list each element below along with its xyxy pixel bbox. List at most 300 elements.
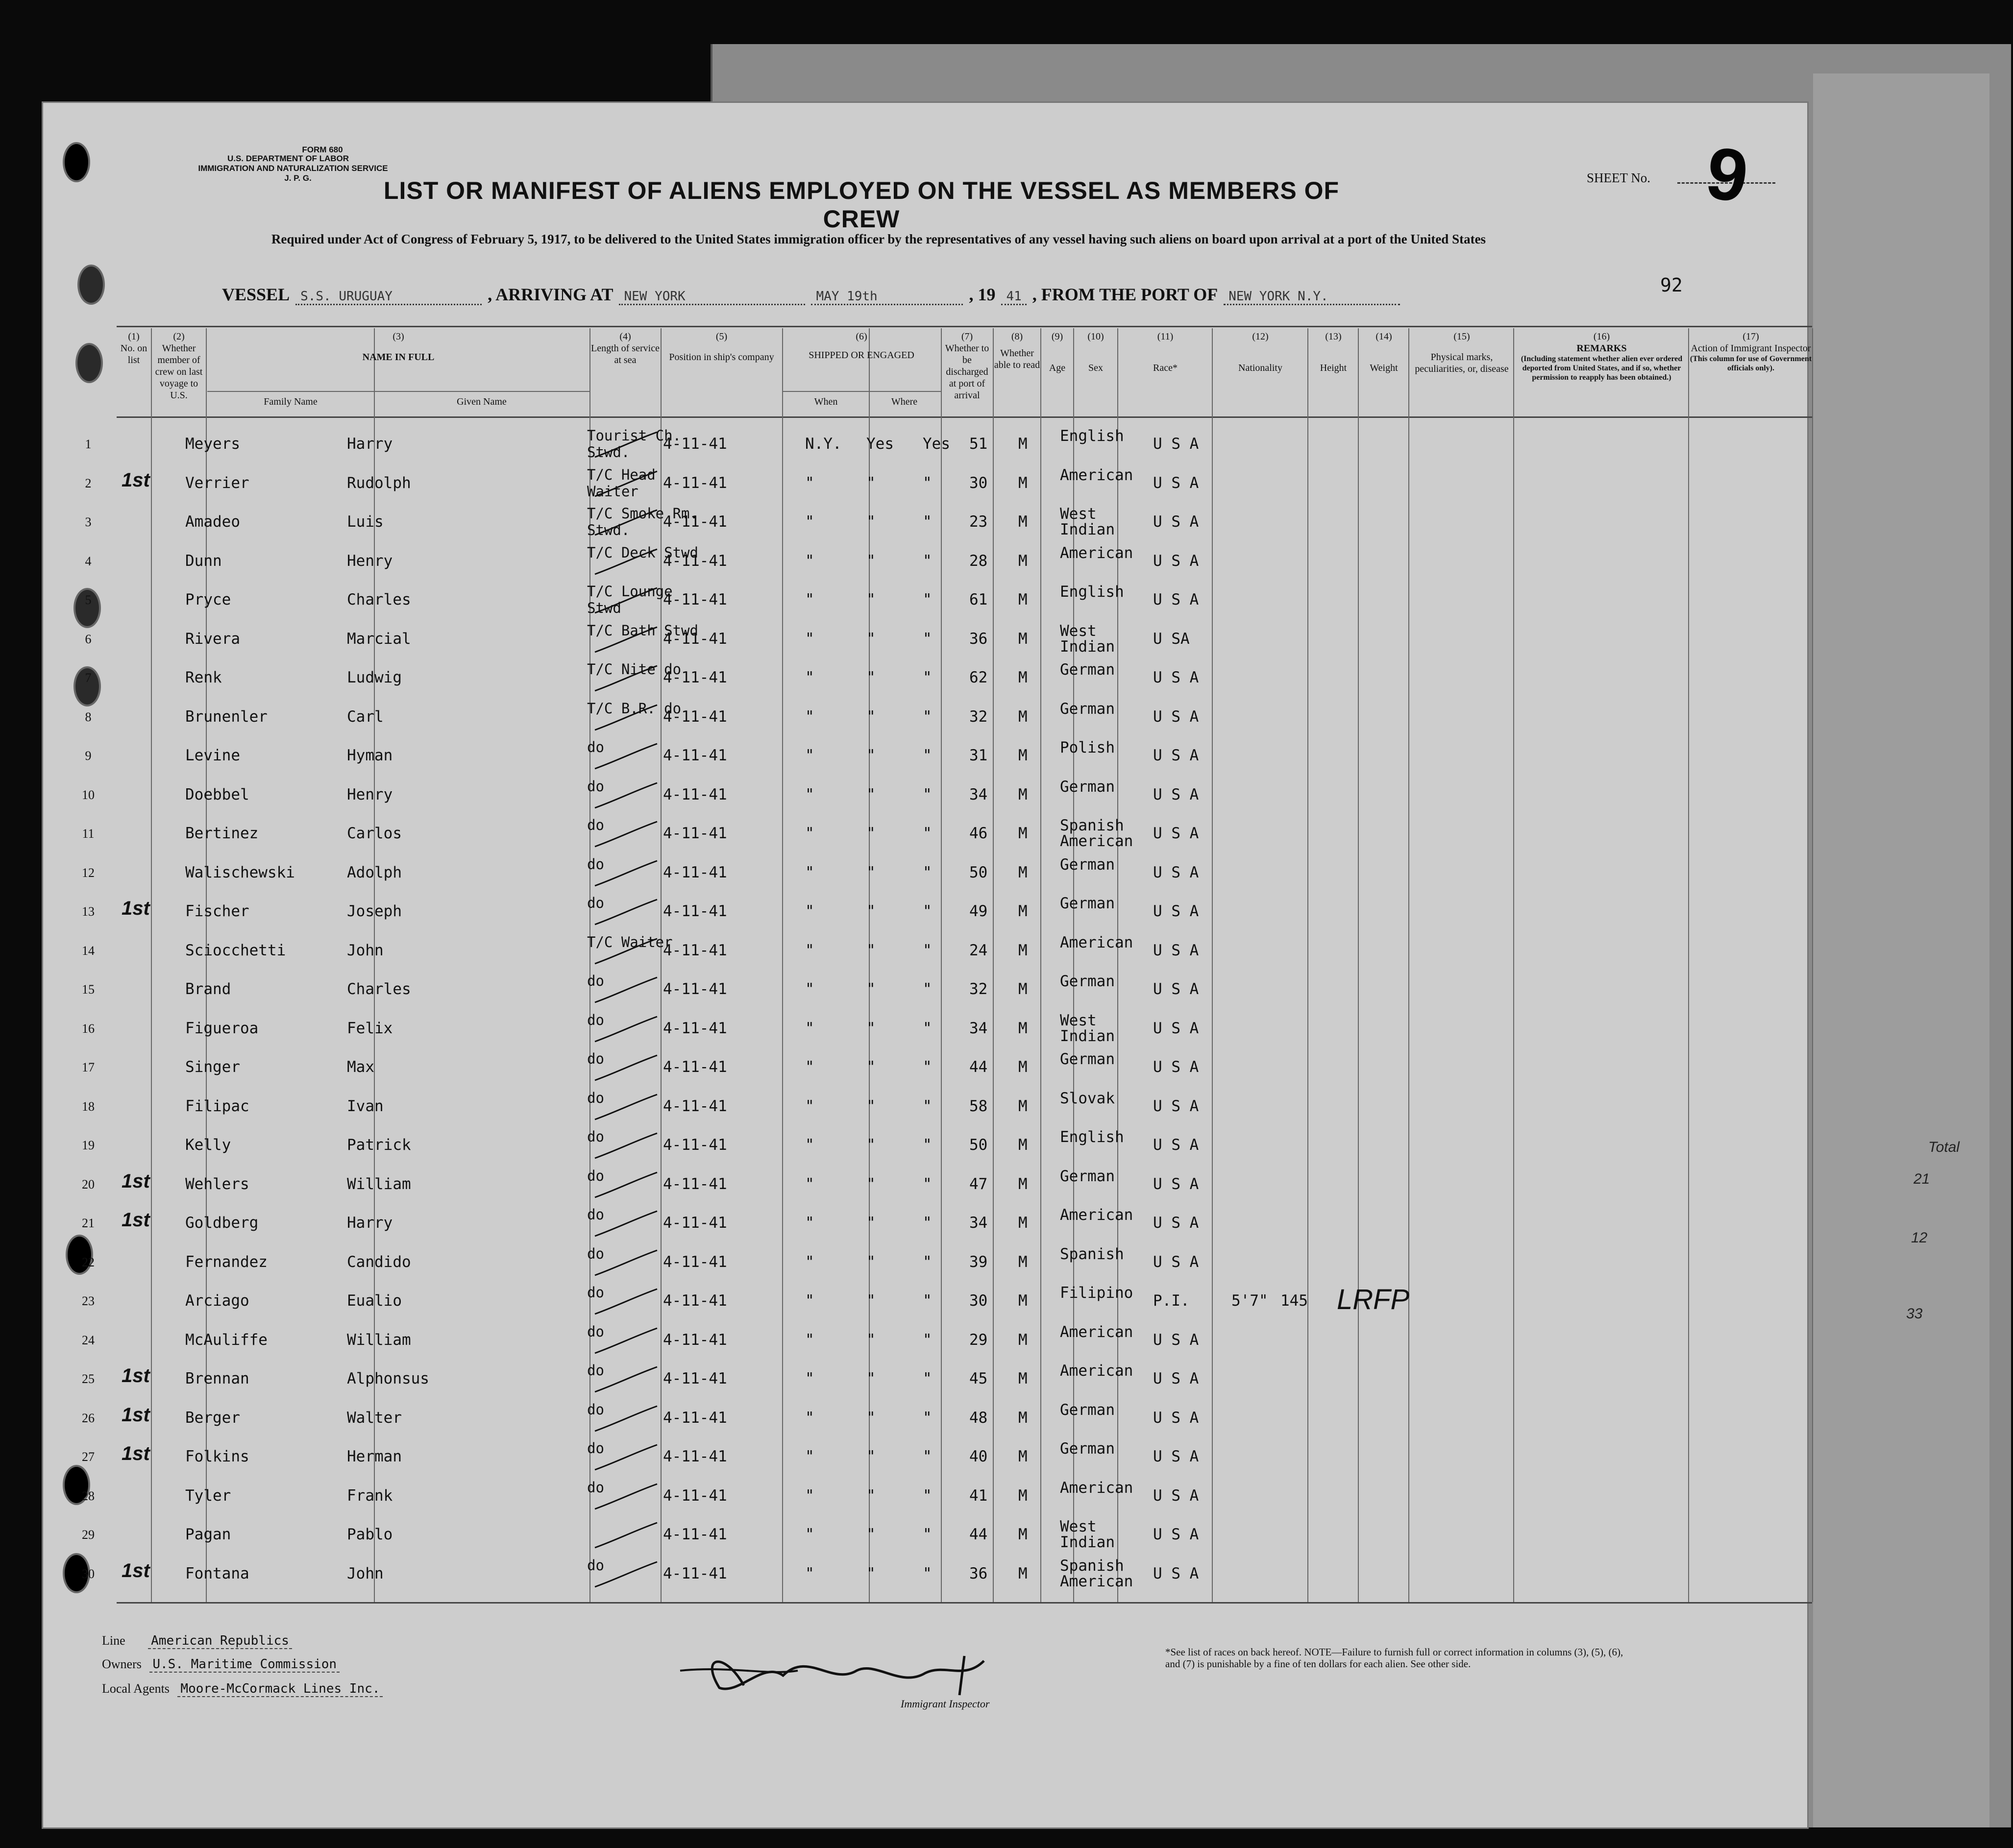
family-name: Figueroa: [185, 1019, 259, 1037]
agents-value: Moore-McCormack Lines Inc.: [177, 1681, 383, 1697]
footer-line: [102, 1633, 292, 1648]
owners-label: Owners: [102, 1657, 142, 1671]
manifest-sheet: [43, 103, 1812, 1827]
able-to-read: ": [923, 1292, 932, 1310]
nationality: U S A: [1153, 669, 1199, 686]
given-name: Adolph: [347, 863, 402, 881]
race: Polish: [1060, 739, 1115, 756]
punch-hole: [75, 343, 103, 383]
sex: M: [1018, 1370, 1028, 1387]
family-name: Brennan: [185, 1370, 249, 1387]
race: American: [1060, 544, 1133, 562]
shipped-where: ": [805, 1486, 814, 1505]
family-name: Bertinez: [185, 825, 259, 842]
shipped-when: 4-11-41: [663, 1370, 727, 1387]
form-initials: J. P. G.: [284, 173, 312, 183]
race: German: [1060, 1440, 1115, 1458]
discharged: ": [866, 474, 876, 492]
subheader-rule: [782, 391, 941, 392]
shipped-where: N.Y.: [805, 435, 842, 453]
family-name: Folkins: [185, 1448, 249, 1465]
shipped-where: ": [805, 1370, 814, 1387]
shipped-when: 4-11-41: [663, 552, 727, 570]
nationality: U S A: [1153, 552, 1199, 570]
race: English: [1060, 1128, 1124, 1146]
nationality: U S A: [1153, 941, 1199, 959]
age: 32: [969, 980, 988, 998]
position: do: [587, 1284, 604, 1301]
position: T/C Deck Stwd: [587, 544, 698, 561]
col-3-header: (3) NAME IN FULL: [362, 331, 435, 363]
discharged: ": [866, 1253, 876, 1271]
sex: M: [1018, 1448, 1028, 1465]
table-row: [43, 699, 1739, 737]
service-tick-mark: [591, 625, 660, 655]
able-to-read: ": [923, 1448, 932, 1465]
arriving-label: , ARRIVING AT: [488, 285, 614, 304]
given-name: William: [347, 1331, 411, 1349]
race: English: [1060, 427, 1124, 445]
race: Spanish American: [1060, 1556, 1133, 1590]
given-name: Luis: [347, 513, 384, 531]
given-name: Eualio: [347, 1292, 402, 1310]
inspector-signature: [670, 1641, 1004, 1700]
nationality: U S A: [1153, 707, 1199, 726]
able-to-read: ": [923, 630, 932, 648]
row-number: 12: [82, 865, 95, 880]
shipped-when: 4-11-41: [663, 863, 727, 881]
given-name: Hyman: [347, 747, 393, 764]
table-row: [43, 621, 1739, 659]
table-row: [43, 933, 1739, 971]
service-tick-mark: [591, 1209, 660, 1239]
given-name: Carlos: [347, 825, 402, 842]
table-row: [43, 777, 1739, 815]
given-name: Max: [347, 1058, 374, 1076]
sex: M: [1018, 1097, 1028, 1115]
age: 29: [969, 1331, 988, 1349]
table-row: [43, 1011, 1739, 1048]
given-name-header: Given Name: [457, 396, 507, 407]
position: do: [587, 1479, 604, 1496]
race: German: [1060, 973, 1115, 990]
row-number: 17: [82, 1060, 95, 1074]
position: T/C Bath Stwd: [587, 622, 698, 639]
discharged: ": [866, 785, 876, 803]
nationality: U SA: [1153, 630, 1190, 648]
shipped-where: ": [805, 513, 814, 531]
given-name: Felix: [347, 1019, 393, 1037]
given-name: Candido: [347, 1253, 411, 1271]
service-tick-mark: [591, 1053, 660, 1083]
shipped-when: 4-11-41: [663, 1409, 727, 1427]
vessel-name: S.S. URUGUAY: [295, 289, 482, 305]
nationality: U S A: [1153, 513, 1199, 531]
position: do: [587, 1323, 604, 1340]
service-tick-mark: [591, 1482, 660, 1511]
from-label: , FROM THE PORT OF: [1032, 285, 1218, 304]
position: T/C Waiter: [587, 933, 673, 950]
nationality: U S A: [1153, 863, 1199, 881]
service-tick-mark: [591, 1015, 660, 1044]
shipped-where: ": [805, 669, 814, 686]
table-row: [43, 1517, 1739, 1555]
discharged: ": [866, 552, 876, 570]
discharged: ": [866, 902, 876, 920]
weight: 145: [1280, 1292, 1308, 1310]
discharged: ": [866, 863, 876, 881]
family-name: Singer: [185, 1058, 240, 1076]
race: German: [1060, 1401, 1115, 1419]
year-prefix: , 19: [969, 285, 996, 304]
given-name: Harry: [347, 1214, 393, 1232]
service-tick-mark: [591, 703, 660, 732]
race: German: [1060, 1167, 1115, 1185]
family-name: Walischewski: [185, 863, 295, 881]
nationality: U S A: [1153, 1136, 1199, 1154]
shipped-where: ": [805, 552, 814, 570]
able-to-read: ": [923, 980, 932, 998]
row-number: 21: [82, 1216, 95, 1230]
discharged: ": [866, 669, 876, 686]
service-tick-mark: [591, 859, 660, 888]
able-to-read: ": [923, 747, 932, 764]
discharged: ": [866, 630, 876, 648]
column-rule: [1812, 328, 1813, 1602]
row-number: 1: [85, 437, 92, 451]
footer-agents: [102, 1681, 383, 1696]
crew-last-voyage: 1st: [122, 1365, 150, 1386]
row-number: 5: [85, 593, 92, 607]
given-name: Patrick: [347, 1136, 411, 1154]
race: West Indian: [1060, 622, 1115, 656]
inspector-label: Immigrant Inspector: [901, 1698, 990, 1710]
table-row: [43, 1556, 1739, 1594]
position: do: [587, 895, 604, 911]
sex: M: [1018, 552, 1028, 570]
given-name: Ivan: [347, 1097, 384, 1115]
sex: M: [1018, 1564, 1028, 1582]
service-tick-mark: [591, 547, 660, 577]
shipped-when: 4-11-41: [663, 825, 727, 842]
shipped-when: 4-11-41: [663, 707, 727, 726]
page-number: 92: [1660, 274, 1683, 296]
row-number: 30: [82, 1566, 95, 1581]
sex: M: [1018, 1058, 1028, 1076]
family-name: Verrier: [185, 474, 249, 492]
given-name: Charles: [347, 591, 411, 608]
family-name: Goldberg: [185, 1214, 259, 1232]
family-name: Kelly: [185, 1136, 231, 1154]
col-10-header: (10) Sex: [1087, 331, 1104, 373]
shipped-where: ": [805, 1019, 814, 1037]
position: do: [587, 1128, 604, 1145]
position: do: [587, 973, 604, 989]
col-4-header: (4) Length of service at sea: [591, 331, 660, 365]
able-to-read: ": [923, 1253, 932, 1271]
shipped-where: ": [805, 474, 814, 492]
race: Slovak: [1060, 1089, 1115, 1107]
row-number: 14: [82, 943, 95, 958]
position: do: [587, 1362, 604, 1379]
col-8-header: (8) Whether able to read: [994, 331, 1040, 370]
given-name: Marcial: [347, 630, 411, 648]
table-row: [43, 738, 1739, 776]
discharged: Yes: [866, 435, 894, 453]
table-row: [43, 426, 1739, 464]
col-13-header: (13) Height: [1320, 331, 1347, 373]
position: do: [587, 1167, 604, 1184]
sex: M: [1018, 785, 1028, 803]
sheet-label: SHEET No.: [1587, 170, 1651, 185]
family-name: Fernandez: [185, 1253, 268, 1271]
service-tick-mark: [591, 1248, 660, 1278]
position: do: [587, 1089, 604, 1106]
col-15-header: (15) Physical marks, peculiarities, or, disease: [1415, 331, 1509, 374]
age: 34: [969, 785, 988, 803]
shipped-when: 4-11-41: [663, 1331, 727, 1349]
table-row: [43, 582, 1739, 620]
family-name: Doebbel: [185, 785, 249, 803]
crew-last-voyage: 1st: [122, 898, 150, 919]
nationality: U S A: [1153, 1175, 1199, 1193]
department: U.S. DEPARTMENT OF LABOR: [227, 154, 349, 163]
position: do: [587, 1556, 604, 1574]
crew-last-voyage: 1st: [122, 469, 150, 491]
age: 48: [969, 1409, 988, 1427]
shipped-when: 4-11-41: [663, 747, 727, 764]
family-name-header: Family Name: [264, 396, 318, 407]
form-number: FORM 680: [302, 145, 343, 154]
crew-last-voyage: 1st: [122, 1443, 150, 1464]
race: American: [1060, 933, 1133, 951]
position: do: [587, 1245, 604, 1262]
row-number: 28: [82, 1488, 95, 1503]
discharged: ": [866, 1097, 876, 1115]
table-row: [43, 660, 1739, 698]
sex: M: [1018, 941, 1028, 959]
shipped-where: ": [805, 825, 814, 842]
row-number: 11: [82, 827, 95, 841]
table-bottom-rule: [117, 1602, 1812, 1604]
position: do: [587, 1440, 604, 1457]
service-tick-mark: [591, 1326, 660, 1356]
sex: M: [1018, 902, 1028, 920]
crew-last-voyage: 1st: [122, 1209, 150, 1231]
sex: M: [1018, 863, 1028, 881]
row-number: 22: [82, 1255, 95, 1269]
where-header: Where: [891, 396, 918, 407]
vessel-line: [222, 284, 1400, 305]
sex: M: [1018, 1253, 1028, 1271]
race: Filipino: [1060, 1284, 1133, 1302]
given-name: Walter: [347, 1409, 402, 1427]
age: 41: [969, 1486, 988, 1505]
race: German: [1060, 1050, 1115, 1068]
row-number: 24: [82, 1333, 95, 1347]
crew-last-voyage: 1st: [122, 1559, 150, 1581]
discharged: ": [866, 513, 876, 531]
family-name: Amadeo: [185, 513, 240, 531]
col-9-header: (9) Age: [1049, 331, 1066, 373]
shipped-when: 4-11-41: [663, 902, 727, 920]
race: English: [1060, 583, 1124, 601]
age: 34: [969, 1214, 988, 1232]
table-row: [43, 504, 1739, 542]
able-to-read: ": [923, 552, 932, 570]
able-to-read: ": [923, 1214, 932, 1232]
sex: M: [1018, 591, 1028, 608]
table-row: [43, 1049, 1739, 1087]
punch-hole: [63, 142, 90, 182]
service-tick-mark: [591, 508, 660, 537]
nationality: U S A: [1153, 1448, 1199, 1465]
family-name: Meyers: [185, 435, 240, 453]
shipped-where: ": [805, 1526, 814, 1543]
col-16-header: (16) REMARKS (Including statement whether alien ever ordered deported from United States, and if so, whether permission to reapply has been obtained.): [1521, 331, 1683, 382]
shipped-where: ": [805, 1175, 814, 1193]
age: 47: [969, 1175, 988, 1193]
able-to-read: ": [923, 1564, 932, 1582]
shipped-when: 4-11-41: [663, 1175, 727, 1193]
family-name: Pryce: [185, 591, 231, 608]
shipped-when: 4-11-41: [663, 513, 727, 531]
able-to-read: ": [923, 1136, 932, 1154]
nationality: U S A: [1153, 1409, 1199, 1427]
family-name: Sciocchetti: [185, 941, 286, 959]
shipped-when: 4-11-41: [663, 1526, 727, 1543]
sheet-number: 9: [1701, 131, 1753, 218]
given-name: John: [347, 941, 384, 959]
nationality: U S A: [1153, 1253, 1199, 1271]
discharged: ": [866, 1370, 876, 1387]
age: 45: [969, 1370, 988, 1387]
race: German: [1060, 700, 1115, 718]
service-tick-mark: [591, 1443, 660, 1472]
row-number: 4: [85, 554, 92, 568]
shipped-where: ": [805, 1097, 814, 1115]
sex: M: [1018, 707, 1028, 726]
age: 40: [969, 1448, 988, 1465]
given-name: Frank: [347, 1486, 393, 1505]
table-row: [43, 1361, 1739, 1399]
family-name: Pagan: [185, 1526, 231, 1543]
nationality: U S A: [1153, 1486, 1199, 1505]
family-name: Rivera: [185, 630, 240, 648]
age: 36: [969, 1564, 988, 1582]
nationality: U S A: [1153, 825, 1199, 842]
family-name: Renk: [185, 669, 222, 686]
footer-note: *See list of races on back hereof. NOTE—Failure to furnish full or correct information in columns (3), (5), (6), and (7) is punishable by a fine of ten dollars for each alien. See other side.: [1165, 1646, 1623, 1670]
age: 34: [969, 1019, 988, 1037]
able-to-read: ": [923, 1370, 932, 1387]
row-number: 29: [82, 1528, 95, 1542]
position: T/C Head Waiter: [587, 466, 656, 500]
margin-total-label: Total: [1928, 1139, 1960, 1155]
row-number: 25: [82, 1372, 95, 1386]
service-tick-mark: [591, 781, 660, 810]
arrival-year: 41: [1001, 289, 1026, 305]
able-to-read: ": [923, 1526, 932, 1543]
given-name: Herman: [347, 1448, 402, 1465]
given-name: William: [347, 1175, 411, 1193]
age: 44: [969, 1526, 988, 1543]
discharged: ": [866, 1331, 876, 1349]
age: 61: [969, 591, 988, 608]
shipped-where: ": [805, 630, 814, 648]
discharged: ": [866, 1448, 876, 1465]
family-name: Fontana: [185, 1564, 249, 1582]
sex: M: [1018, 630, 1028, 648]
discharged: ": [866, 980, 876, 998]
race: German: [1060, 895, 1115, 912]
age: 62: [969, 669, 988, 686]
discharged: ": [866, 825, 876, 842]
sex: M: [1018, 513, 1028, 531]
row-number: 2: [85, 476, 92, 490]
position: do: [587, 817, 604, 833]
col-17-header: (17) Action of Immigrant Inspector (This column for use of Government officials only).: [1690, 331, 1812, 372]
from-port: NEW YORK N.Y.: [1224, 289, 1400, 305]
shipped-when: 4-11-41: [663, 630, 727, 648]
row-number: 13: [82, 904, 95, 919]
service-tick-mark: [591, 1287, 660, 1316]
able-to-read: ": [923, 1331, 932, 1349]
shipped-where: ": [805, 1058, 814, 1076]
race: Spanish American: [1060, 817, 1133, 850]
given-name: Henry: [347, 785, 393, 803]
family-name: Dunn: [185, 552, 222, 570]
position: do: [587, 1050, 604, 1067]
punch-hole: [77, 265, 105, 305]
shipped-where: ": [805, 980, 814, 998]
family-name: Fischer: [185, 902, 249, 920]
race: American: [1060, 466, 1133, 484]
position: Tourist Ch. Stwd.: [587, 427, 682, 461]
row-number: 15: [82, 982, 95, 997]
able-to-read: ": [923, 1058, 932, 1076]
row-number: 23: [82, 1294, 95, 1308]
race: West Indian: [1060, 1518, 1115, 1551]
given-name: Rudolph: [347, 474, 411, 492]
position: T/C Smoke Rm. Stwd.: [587, 505, 698, 538]
family-name: Filipac: [185, 1097, 249, 1115]
row-number: 26: [82, 1410, 95, 1425]
able-to-read: ": [923, 591, 932, 608]
age: 44: [969, 1058, 988, 1076]
shipped-where: ": [805, 1292, 814, 1310]
service-tick-mark: [591, 975, 660, 1005]
col-14-header: (14) Weight: [1370, 331, 1398, 373]
agents-label: Local Agents: [102, 1681, 170, 1696]
shipped-when: 4-11-41: [663, 1253, 727, 1271]
able-to-read: ": [923, 941, 932, 959]
table-row: [43, 465, 1739, 503]
discharged: ": [866, 707, 876, 726]
nationality: U S A: [1153, 785, 1199, 803]
race: German: [1060, 778, 1115, 796]
able-to-read: ": [923, 1409, 932, 1427]
service-tick-mark: [591, 469, 660, 499]
row-number: 7: [85, 671, 92, 685]
nationality: U S A: [1153, 1019, 1199, 1037]
shipped-where: ": [805, 1331, 814, 1349]
sex: M: [1018, 825, 1028, 842]
height: 5'7": [1231, 1292, 1268, 1310]
shipped-where: ": [805, 1253, 814, 1271]
service-tick-mark: [591, 1560, 660, 1589]
sex: M: [1018, 1214, 1028, 1232]
